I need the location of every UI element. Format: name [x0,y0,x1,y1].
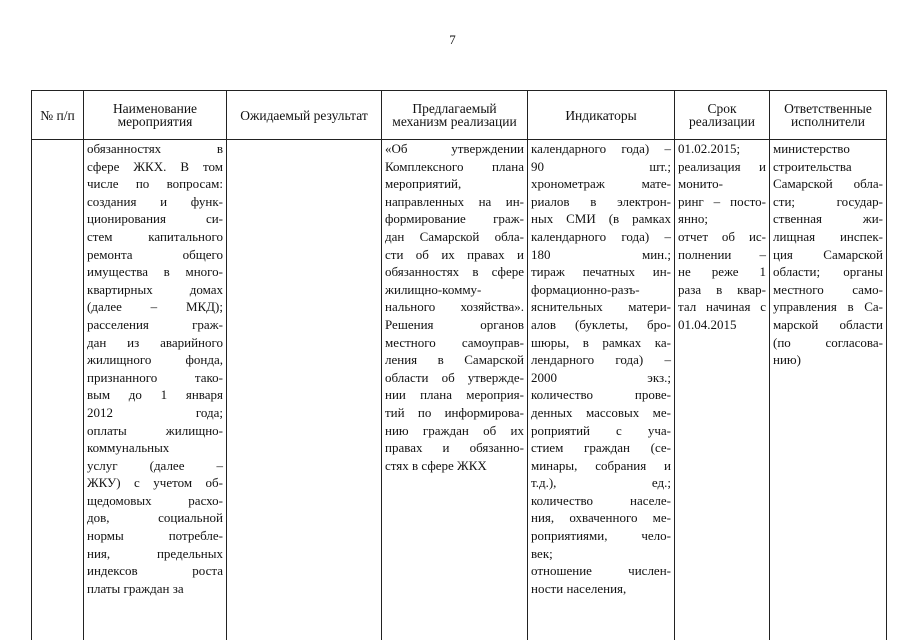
text-line: жилищного фонда, [87,352,223,368]
text-line: обязанностях в [87,141,223,156]
text-line: денных массовых ме- [531,404,671,420]
text-line: роприятий с уча- [531,422,671,438]
text-line: стием граждан (се- [531,440,671,456]
text-line: 180 мин.; [531,246,671,262]
text-line: риалов в электрон- [531,193,671,209]
text-line: 2000 экз.; [531,369,671,385]
text-line: мероприятий, [385,176,462,192]
text-line: ремонта общего [87,246,223,262]
text-line: 2012 года; [87,404,223,420]
text-line: услуг (далее – [87,457,223,473]
header-indicators: Индикаторы [528,91,675,140]
text-line: сти об их правах и [385,246,524,262]
text-line: направленных на ин- [385,193,524,209]
header-deadline: Срок реализации [675,91,770,140]
text-line: сфере ЖКХ. В том [87,158,223,174]
text-line: количество населе- [531,492,671,508]
text-line: календарного года) – [531,141,671,156]
text-line: дан из аварийного [87,334,223,350]
text-line: ных СМИ (в рамках [531,211,671,227]
cell-expected-result [227,140,382,640]
text-line: управления в Са- [773,299,883,315]
text-line: монито- [678,176,723,192]
text-line: 01.02.2015; [678,141,741,156]
text-line: министерство [773,141,850,156]
measures-table [31,90,887,640]
text-line: Комплексного плана [385,158,524,174]
text-line: тал начиная с [678,299,766,315]
text-line: вым до 1 января [87,387,223,403]
text-line: ционирования си- [87,211,223,227]
text-line: век; [531,545,553,561]
text-line: создания и функ- [87,193,223,209]
text-line: раза в квар- [678,281,766,297]
text-line: расселения граж- [87,316,223,332]
text-line: ления в Самарской [385,352,524,368]
cell-executors [770,140,887,640]
text-line: ция Самарской [773,246,883,262]
header-executors: Ответственные исполнители [770,91,887,140]
text-line: квартирных домах [87,281,223,297]
text-line: формирование граж- [385,211,524,227]
text-line: оплаты жилищно- [87,422,223,438]
text-line: хронометраж мате- [531,176,671,192]
text-line: ЖКУ) с учетом об- [87,475,223,491]
page-number: 7 [449,32,456,47]
text-line: местного само- [773,281,883,297]
text-line: янно; [678,211,709,227]
text-line: «Об утверждении [385,141,524,156]
text-line: ности населения, [531,580,627,596]
text-line: области об утвержде- [385,369,524,385]
text-line: не реже 1 [678,264,766,280]
text-line: Самарской обла- [773,176,883,192]
text-line: отчет об ис- [678,228,766,244]
text-line: тий по информирова- [385,404,524,420]
text-line: 01.04.2015 [678,316,737,332]
text-line: сти; государ- [773,193,883,209]
text-line: нормы потребле- [87,528,223,544]
text-line: т.д.), ед.; [531,475,671,491]
text-line: лендарного года) – [531,352,671,368]
table-header-row [32,91,887,140]
text-line: стях в сфере ЖКХ [385,457,487,473]
text-line: дан Самарской обла- [385,228,524,244]
header-number: № п/п [32,91,84,140]
text-line: 90 шт.; [531,158,671,174]
text-line: индексов роста [87,563,223,579]
text-line: строительства [773,158,852,174]
text-line: правах и обязанно- [385,440,524,456]
text-line: ния, предельных [87,545,223,561]
text-line: роприятиями, чело- [531,528,671,544]
text-line: минары, собрания и [531,457,671,473]
text-line: щедомовых расхо- [87,492,223,508]
text-line: тираж печатных ин- [531,264,671,280]
text-line: местного самоуправ- [385,334,524,350]
text-line: марской области [773,316,883,332]
text-line: жилищно-комму- [385,281,482,297]
text-line: нального хозяйства». [385,299,524,315]
text-line: яснительных матери- [531,299,671,315]
text-line: имущества в много- [87,264,223,280]
text-line: ния, охваченного ме- [531,510,671,526]
table-row [32,140,887,640]
text-line: ринг – посто- [678,193,766,209]
text-line: (по согласова- [773,334,883,350]
text-line: отношение числен- [531,563,671,579]
text-line: нию граждан об их [385,422,524,438]
text-line: области; органы [773,264,883,280]
text-line: признанного тако- [87,369,223,385]
header-mechanism: Предлагаемый механизм реализации [382,91,528,140]
cell-measure-name [84,140,227,640]
text-line: календарного года) – [531,228,671,244]
text-line: количество прове- [531,387,671,403]
cell-mechanism [382,140,528,640]
text-line: стем капитального [87,228,223,244]
text-line: шюры, в рамках ка- [531,334,671,350]
text-line: числе по вопросам: [87,176,223,192]
text-line: обязанностях в сфере [385,264,524,280]
text-line: нию) [773,352,801,368]
cell-number [32,140,84,640]
text-line: алов (буклеты, бро- [531,316,671,332]
text-line: платы граждан за [87,580,184,596]
text-line: Решения органов [385,316,524,332]
text-line: лищная инспек- [773,228,883,244]
text-line: дов, социальной [87,510,223,526]
text-line: (далее – МКД); [87,299,223,315]
header-expected-result: Ожидаемый результат [227,91,382,140]
cell-deadline [675,140,770,640]
text-line: формационно-разъ- [531,281,640,297]
cell-indicators [528,140,675,640]
text-line: нии плана мероприя- [385,387,524,403]
text-line: коммунальных [87,440,170,456]
text-line: реализация и [678,158,766,174]
text-line: полнении – [678,246,766,262]
text-line: ственная жи- [773,211,883,227]
header-measure-name: Наименование мероприятия [84,91,227,140]
